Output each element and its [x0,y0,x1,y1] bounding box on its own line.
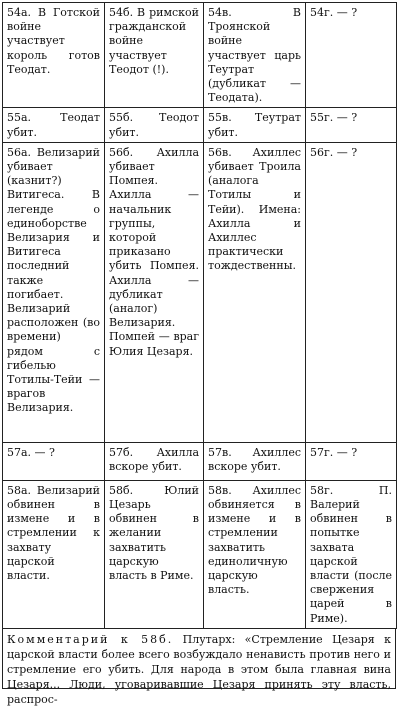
cell-54a: 54а. В Готской войне участвует король готов Теодат. [3,3,105,108]
table-row [3,480,397,628]
table-row [3,442,397,480]
table-row [3,142,397,442]
table-row [3,3,397,108]
cell-54g: 54г. — ? [306,3,397,108]
commentary-block [2,629,396,706]
page [2,2,396,706]
cell-55g: 55г. — ? [306,108,397,142]
cell-58g: 58г. П. Валерий обвинен в попытке захвата царской власти (после свержения царей в Риме). [306,480,397,628]
commentary-text: Плутарх: «Стремление Цезаря к царской власти более всего возбуждало ненависть против него и стремление его убить. Для народа в этом была главная вина Цезаря... Люди, уговаривавшие Цезаря принять эту власть, распрос- [7,632,391,706]
cell-57b: 57б. Ахилла вскоре убит. [105,442,204,480]
cell-57v: 57в. Ахиллес вскоре убит. [204,442,306,480]
cell-55v: 55в. Теутрат убит. [204,108,306,142]
cell-56a: 56а. Велизарий убивает (казнит?) Витигеса. В легенде о единоборстве Велизария и Витигеса последний также погибает. Велизарий расположен (во времени) рядом с гибелью Тотилы-Тейи — врагов Велизария. [3,142,105,442]
cell-55b: 55б. Теодот убит. [105,108,204,142]
cell-57a: 57а. — ? [3,442,105,480]
cell-58b: 58б. Юлий Цезарь обвинен в желании захватить царскую власть в Риме. [105,480,204,628]
table-row [3,108,397,142]
commentary-label: Комментарий к 58б. [7,632,174,646]
cell-56b: 56б. Ахилла убивает Помпея. Ахилла — начальник группы, которой приказано убить Помпея. Ахилла — дубликат (аналог) Велизария. Помпей — враг Юлия Цезаря. [105,142,204,442]
cell-56g: 56г. — ? [306,142,397,442]
cell-58a: 58а. Велизарий обвинен в измене и в стремлении к захвату царской власти. [3,480,105,628]
cell-55a: 55а. Теодат убит. [3,108,105,142]
cell-58v: 58в. Ахиллес обвиняется в измене и в стремлении захватить единоличную царскую власть. [204,480,306,628]
cell-54v: 54в. В Троянской войне участвует царь Теутрат (дубликат — Теодата). [204,3,306,108]
cell-57g: 57г. — ? [306,442,397,480]
comparison-table [2,2,397,629]
cell-54b: 54б. В римской гражданской войне участвует Теодот (!). [105,3,204,108]
cell-56v: 56в. Ахиллес убивает Троила (аналога Тотилы и Тейи). Имена: Ахилла и Ахиллес практически тождественны. [204,142,306,442]
